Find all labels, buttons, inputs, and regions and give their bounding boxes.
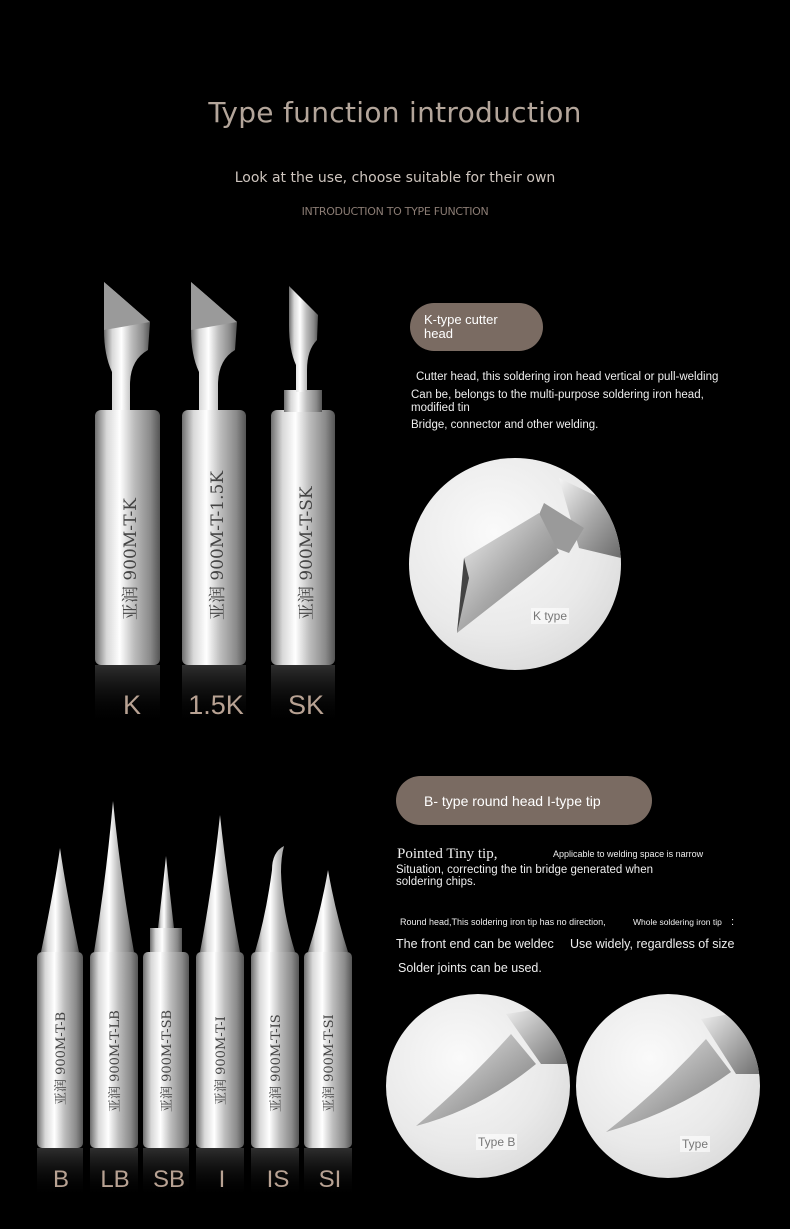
b-situation-text: Situation, correcting the tin bridge generated when soldering chips. [396,864,653,888]
i-type-caption: Type [682,1137,709,1151]
b-type-caption: Type B [478,1135,516,1149]
section-eyebrow: INTRODUCTION TO TYPE FUNCTION [301,205,489,218]
b-widely-text: Use widely, regardless of size [570,937,735,951]
b-type-pill: B- type round head I-type tip [396,776,652,825]
engraving-b: 亚润 900M-T-B [54,1011,69,1105]
engraving-i: 亚润 900M-T-I [214,1016,229,1105]
engraving-sb: 亚润 900M-T-SB [160,1009,175,1112]
tip-label-b: B [52,1166,69,1193]
tip-label-is: IS [266,1166,290,1193]
engraving-k: 亚润 900M-T-K [121,498,141,620]
k-type-closeup [409,458,621,670]
b-front-end-text: The front end can be weldec [396,937,554,951]
tip-label-sb: SB [152,1166,185,1193]
b-pointed-text: Pointed Tiny tip, [397,846,498,862]
i-tip-closeup-icon [576,994,760,1178]
k-tip-closeup-icon [409,458,621,670]
tip-label-i: I [218,1166,226,1193]
page-title: Type function introduction [208,96,582,129]
engraving-si: 亚润 900M-T-SI [322,1014,337,1112]
k-type-caption: K type [533,609,568,623]
b-tip-closeup-icon [386,994,570,1178]
b-whole-text: Whole soldering iron tip [633,917,722,927]
k-desc-line2: Can be, belongs to the multi-purpose soldering iron head, modified tin [411,389,704,414]
engraving-sk: 亚润 900M-T-SK [297,486,317,620]
k-desc-line3: Bridge, connector and other welding. [411,419,599,431]
tip-i [196,815,244,1198]
b-colon-text: : [731,916,735,928]
tip-label-sk: SK [287,690,325,720]
engraving-1-5k: 亚润 900M-T-1.5K [208,470,228,620]
engraving-lb: 亚润 900M-T-LB [108,1010,123,1112]
b-round-head-text: Round head,This soldering iron tip has no direction, [400,917,606,927]
engraving-is: 亚润 900M-T-IS [269,1014,284,1112]
k-desc-line1: Cutter head, this soldering iron head vertical or pull-welding [416,371,719,383]
page-subtitle: Look at the use, choose suitable for their own [234,170,556,186]
tip-label-1-5k: 1.5K [188,690,244,720]
i-type-closeup [576,994,760,1178]
tip-label-si: SI [318,1166,342,1193]
tip-lb [90,801,138,1198]
b-joints-text: Solder joints can be used. [398,961,542,975]
b-applicable-text: Applicable to welding space is narrow [553,849,704,859]
tip-label-k: K [122,690,141,720]
tip-label-lb: LB [100,1166,130,1193]
k-type-pill: K-type cutter head [410,303,543,351]
b-type-closeup [386,994,570,1178]
